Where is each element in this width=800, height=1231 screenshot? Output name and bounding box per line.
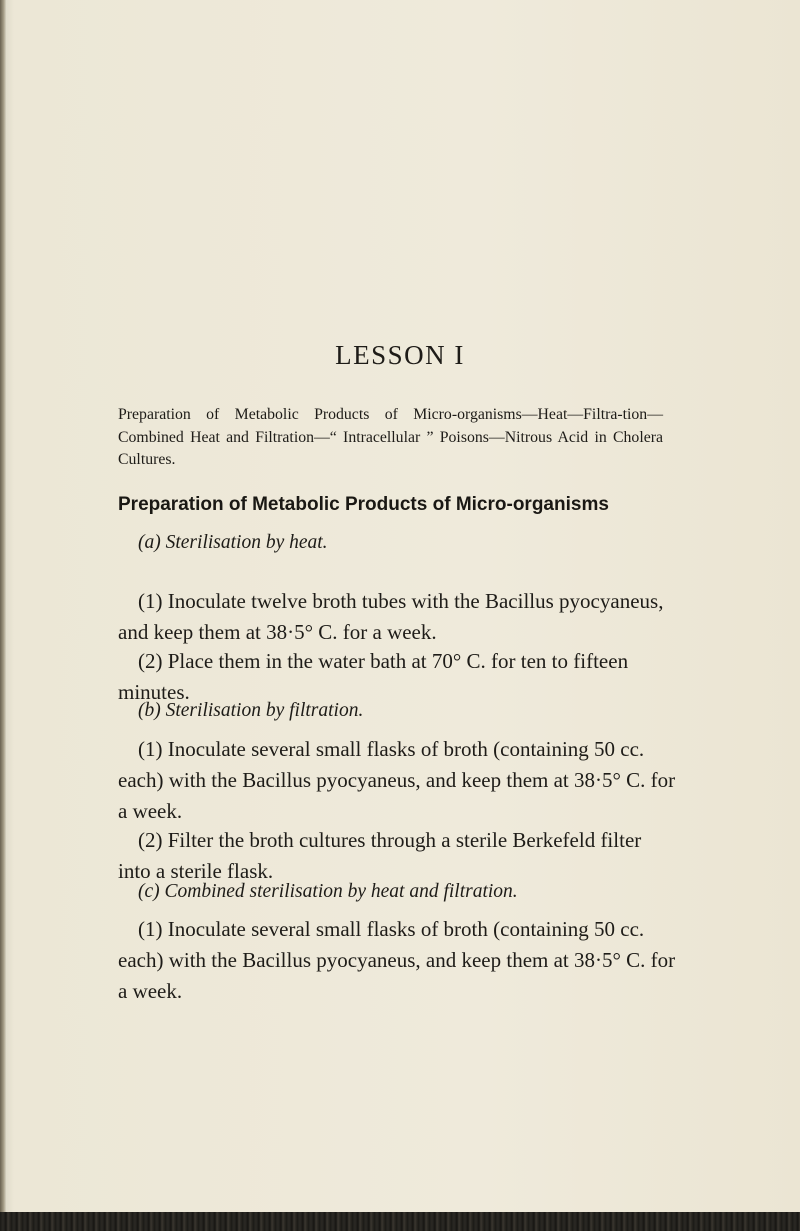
lesson-summary: Preparation of Metabolic Products of Micro-organisms—Heat—Filtra-tion—Combined Heat and Filtration—“ Intracellular ” Poisons—Nitrous Acid in Cholera Cultures. <box>118 406 663 468</box>
step-c-1: (1) Inoculate several small flasks of broth (containing 50 cc. each) with the Bacillus pyocyaneus, and keep them at 38·5° C. for a week. <box>118 917 676 1003</box>
lesson-heading: LESSON I <box>335 340 465 370</box>
subsection-heading-b: (b) Sterilisation by filtration. <box>138 700 364 721</box>
page-binding-edge <box>0 0 6 1231</box>
subsection-heading-a: (a) Sterilisation by heat. <box>138 532 328 553</box>
step-b-2: (2) Filter the broth cultures through a sterile Berkefeld filter into a sterile flask. <box>118 828 642 883</box>
subsection-heading-c: (c) Combined sterilisation by heat and filtration. <box>138 881 518 902</box>
step-a-1: (1) Inoculate twelve broth tubes with the Bacillus pyocyaneus, and keep them at 38·5° C. for a week. <box>118 589 664 644</box>
step-b-1: (1) Inoculate several small flasks of broth (containing 50 cc. each) with the Bacillus pyocyaneus, and keep them at 38·5° C. for a week. <box>118 737 676 823</box>
page-bottom-edge <box>0 1212 800 1231</box>
step-a-2: (2) Place them in the water bath at 70° C. for ten to fifteen minutes. <box>118 649 629 704</box>
section-title: Preparation of Metabolic Products of Micro-organisms <box>118 494 609 515</box>
